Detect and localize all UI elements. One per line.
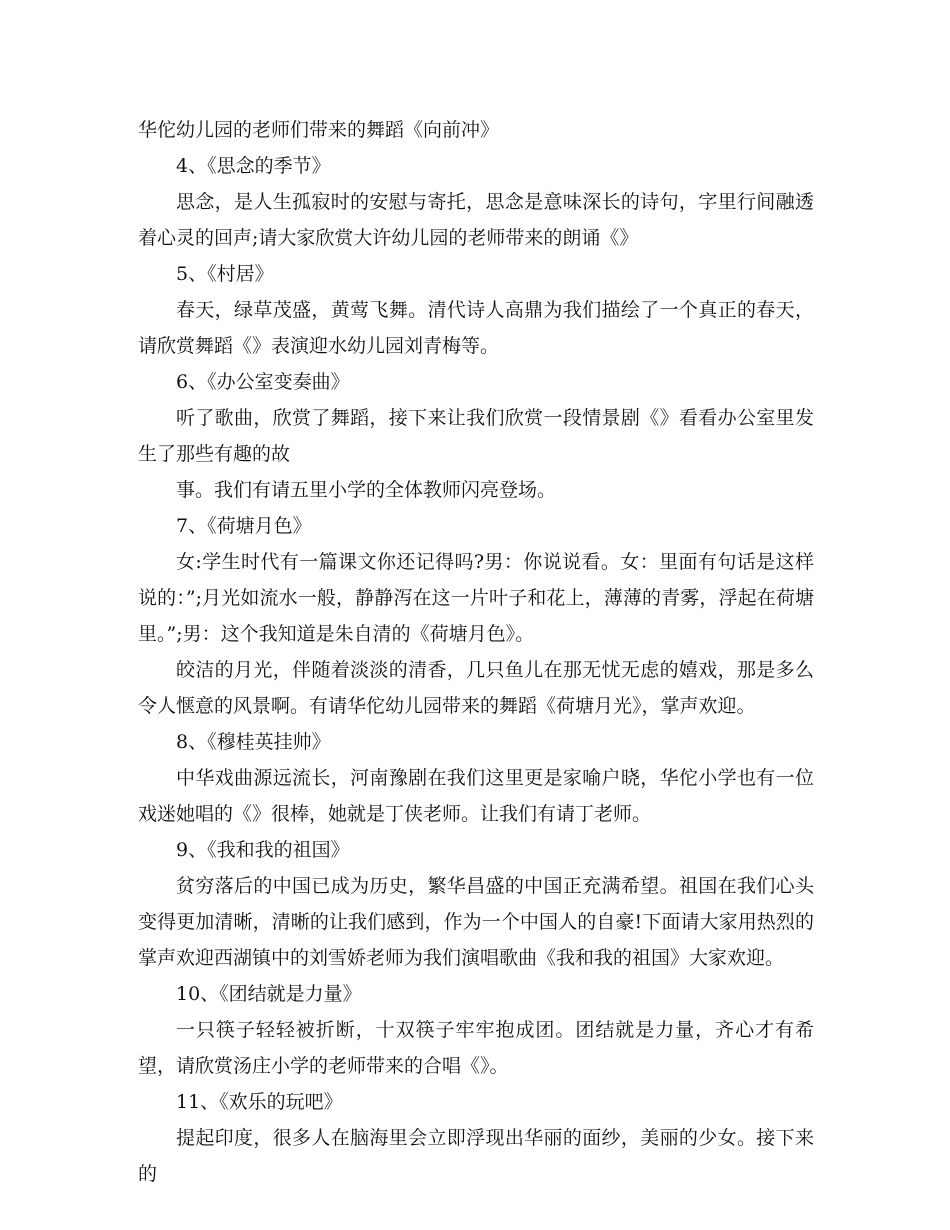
paragraph: 一只筷子轻轻被折断，十双筷子牢牢抱成团。团结就是力量，齐心才有希望，请欣赏汤庄小学的老师带来的合唱《》。 xyxy=(138,1019,814,1077)
section-heading-11: 11、《欢乐的玩吧》 xyxy=(176,1091,343,1113)
section-heading-8: 8、《穆桂英挂帅》 xyxy=(176,731,331,753)
paragraph: 思念，是人生孤寂时的安慰与寄托，思念是意味深长的诗句，字里行间融透着心灵的回声;请大家欣赏大许幼儿园的老师带来的朗诵《》 xyxy=(138,191,814,249)
paragraph: 听了歌曲，欣赏了舞蹈，接下来让我们欣赏一段情景剧《》看看办公室里发生了那些有趣的故 xyxy=(138,407,814,465)
section-heading-4: 4、《思念的季节》 xyxy=(176,155,331,177)
document-body xyxy=(138,112,814,1192)
section-heading-6: 6、《办公室变奏曲》 xyxy=(176,371,350,393)
paragraph: 女:学生时代有一篇课文你还记得吗?男：你说说看。女：里面有句话是这样说的：”;月光如流水一般，静静泻在这一片叶子和花上，薄薄的青雾，浮起在荷塘里。”;男：这个我知道是朱自清的《荷塘月色》。 xyxy=(138,551,814,645)
paragraph: 皎洁的月光，伴随着淡淡的清香，几只鱼儿在那无忧无虑的嬉戏，那是多么令人惬意的风景啊。有请华佗幼儿园带来的舞蹈《荷塘月光》，掌声欢迎。 xyxy=(138,659,814,717)
paragraph: 中华戏曲源远流长，河南豫剧在我们这里更是家喻户晓，华佗小学也有一位戏迷她唱的《》很棒，她就是丁侠老师。让我们有请丁老师。 xyxy=(138,767,814,825)
paragraph: 贫穷落后的中国已成为历史，繁华昌盛的中国正充满希望。祖国在我们心头变得更加清晰，清晰的让我们感到，作为一个中国人的自豪!下面请大家用热烈的掌声欢迎西湖镇中的刘雪娇老师为我们演唱歌曲《我和我的祖国》大家欢迎。 xyxy=(138,875,814,969)
section-heading-10: 10、《团结就是力量》 xyxy=(176,983,362,1005)
paragraph: 春天，绿草茂盛，黄莺飞舞。清代诗人高鼎为我们描绘了一个真正的春天，请欣赏舞蹈《》表演迎水幼儿园刘青梅等。 xyxy=(138,299,814,357)
section-heading-7: 7、《荷塘月色》 xyxy=(176,515,312,537)
section-heading-9: 9、《我和我的祖国》 xyxy=(176,839,350,861)
paragraph: 事。我们有请五里小学的全体教师闪亮登场。 xyxy=(176,479,557,501)
section-heading-5: 5、《村居》 xyxy=(176,263,274,285)
paragraph: 提起印度，很多人在脑海里会立即浮现出华丽的面纱，美丽的少女。接下来的 xyxy=(138,1127,814,1185)
paragraph-continuation: 华佗幼儿园的老师们带来的舞蹈《向前冲》 xyxy=(138,119,500,141)
